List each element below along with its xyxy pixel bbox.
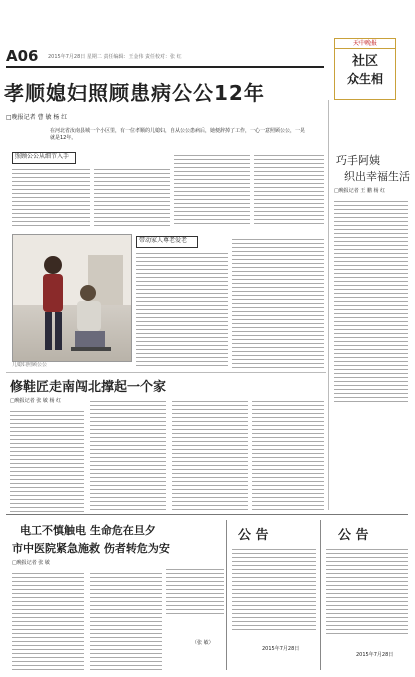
section-divider-1 (6, 372, 326, 373)
main-byline: □晚报记者 曹 敏 杨 红 (6, 114, 68, 121)
section-divider-2 (6, 514, 408, 515)
subhead-1: 照顾公公从细节入手 (15, 153, 70, 160)
section-name-sub: 众生相 (346, 72, 383, 86)
column-divider (328, 100, 329, 510)
right-headline-2: 织出幸福生活 (344, 170, 410, 183)
bottom-column-2 (90, 570, 162, 670)
right-column-text (334, 198, 408, 504)
cobbler-column-3 (172, 398, 248, 512)
main-column-4 (254, 152, 324, 232)
main-photo (12, 234, 132, 362)
cobbler-byline: □晚报记者 张 敏 杨 红 (10, 398, 62, 404)
right-headline-1: 巧手阿姨 (336, 154, 380, 167)
cobbler-column-4 (252, 398, 324, 512)
bottom-byline: □晚报记者 张 敏 (12, 560, 50, 566)
main-headline: 孝顺媳妇照顾患病公公12年 (4, 81, 265, 105)
subhead-1-box (12, 152, 76, 164)
main-intro: 在河北省汝南县城一个小区里，有一位孝顺的儿媳妇，自从公公患病后，她便辞掉了工作，一心一意照顾公公，一晃就是12年。 (50, 128, 306, 141)
photo-caption: 儿媳妇照顾公公 (12, 362, 48, 368)
notice-divider-right (320, 520, 321, 670)
main-column-3 (174, 152, 250, 232)
header-rule (6, 66, 324, 68)
notice-divider-left (226, 520, 227, 670)
notice-1-title: 公 告 (238, 528, 269, 543)
section-logo-box (334, 38, 396, 100)
subhead-2-box (136, 236, 198, 248)
main-column-6 (232, 236, 324, 368)
bottom-headline-1: 电工不慎触电 生命危在旦夕 (20, 524, 156, 537)
cobbler-column-1 (10, 408, 84, 512)
notice-2-title: 公 告 (338, 528, 369, 543)
subhead-2: 带动家人尊老爱老 (139, 237, 188, 244)
dateline: 2015年7月28日 星期二 责任编辑：王金伟 责任校对：张 红 (48, 54, 182, 60)
bottom-column-3 (166, 566, 224, 670)
main-column-1 (12, 166, 90, 232)
main-column-2 (94, 166, 170, 232)
notice-2-date: 2015年7月28日 (356, 652, 394, 658)
main-column-5 (136, 250, 228, 368)
notice-1-date: 2015年7月28日 (262, 646, 300, 652)
cobbler-column-2 (90, 398, 166, 512)
notice-2-text (326, 546, 408, 636)
section-name: 社区 (351, 54, 378, 69)
cobbler-headline: 修鞋匠走南闯北撑起一个家 (10, 380, 167, 395)
bottom-headline-2: 市中医院紧急施救 伤者转危为安 (12, 542, 170, 555)
notice-1-text (232, 546, 316, 630)
people-photo-illustration (13, 235, 131, 361)
newspaper-brand: 天中晚报 (335, 39, 395, 49)
bottom-note: （张 敏） (192, 640, 214, 646)
right-byline: □晚报记者 王 鹏 杨 红 (334, 188, 386, 194)
bottom-column-1 (12, 570, 84, 670)
page-number: A06 (6, 47, 39, 65)
